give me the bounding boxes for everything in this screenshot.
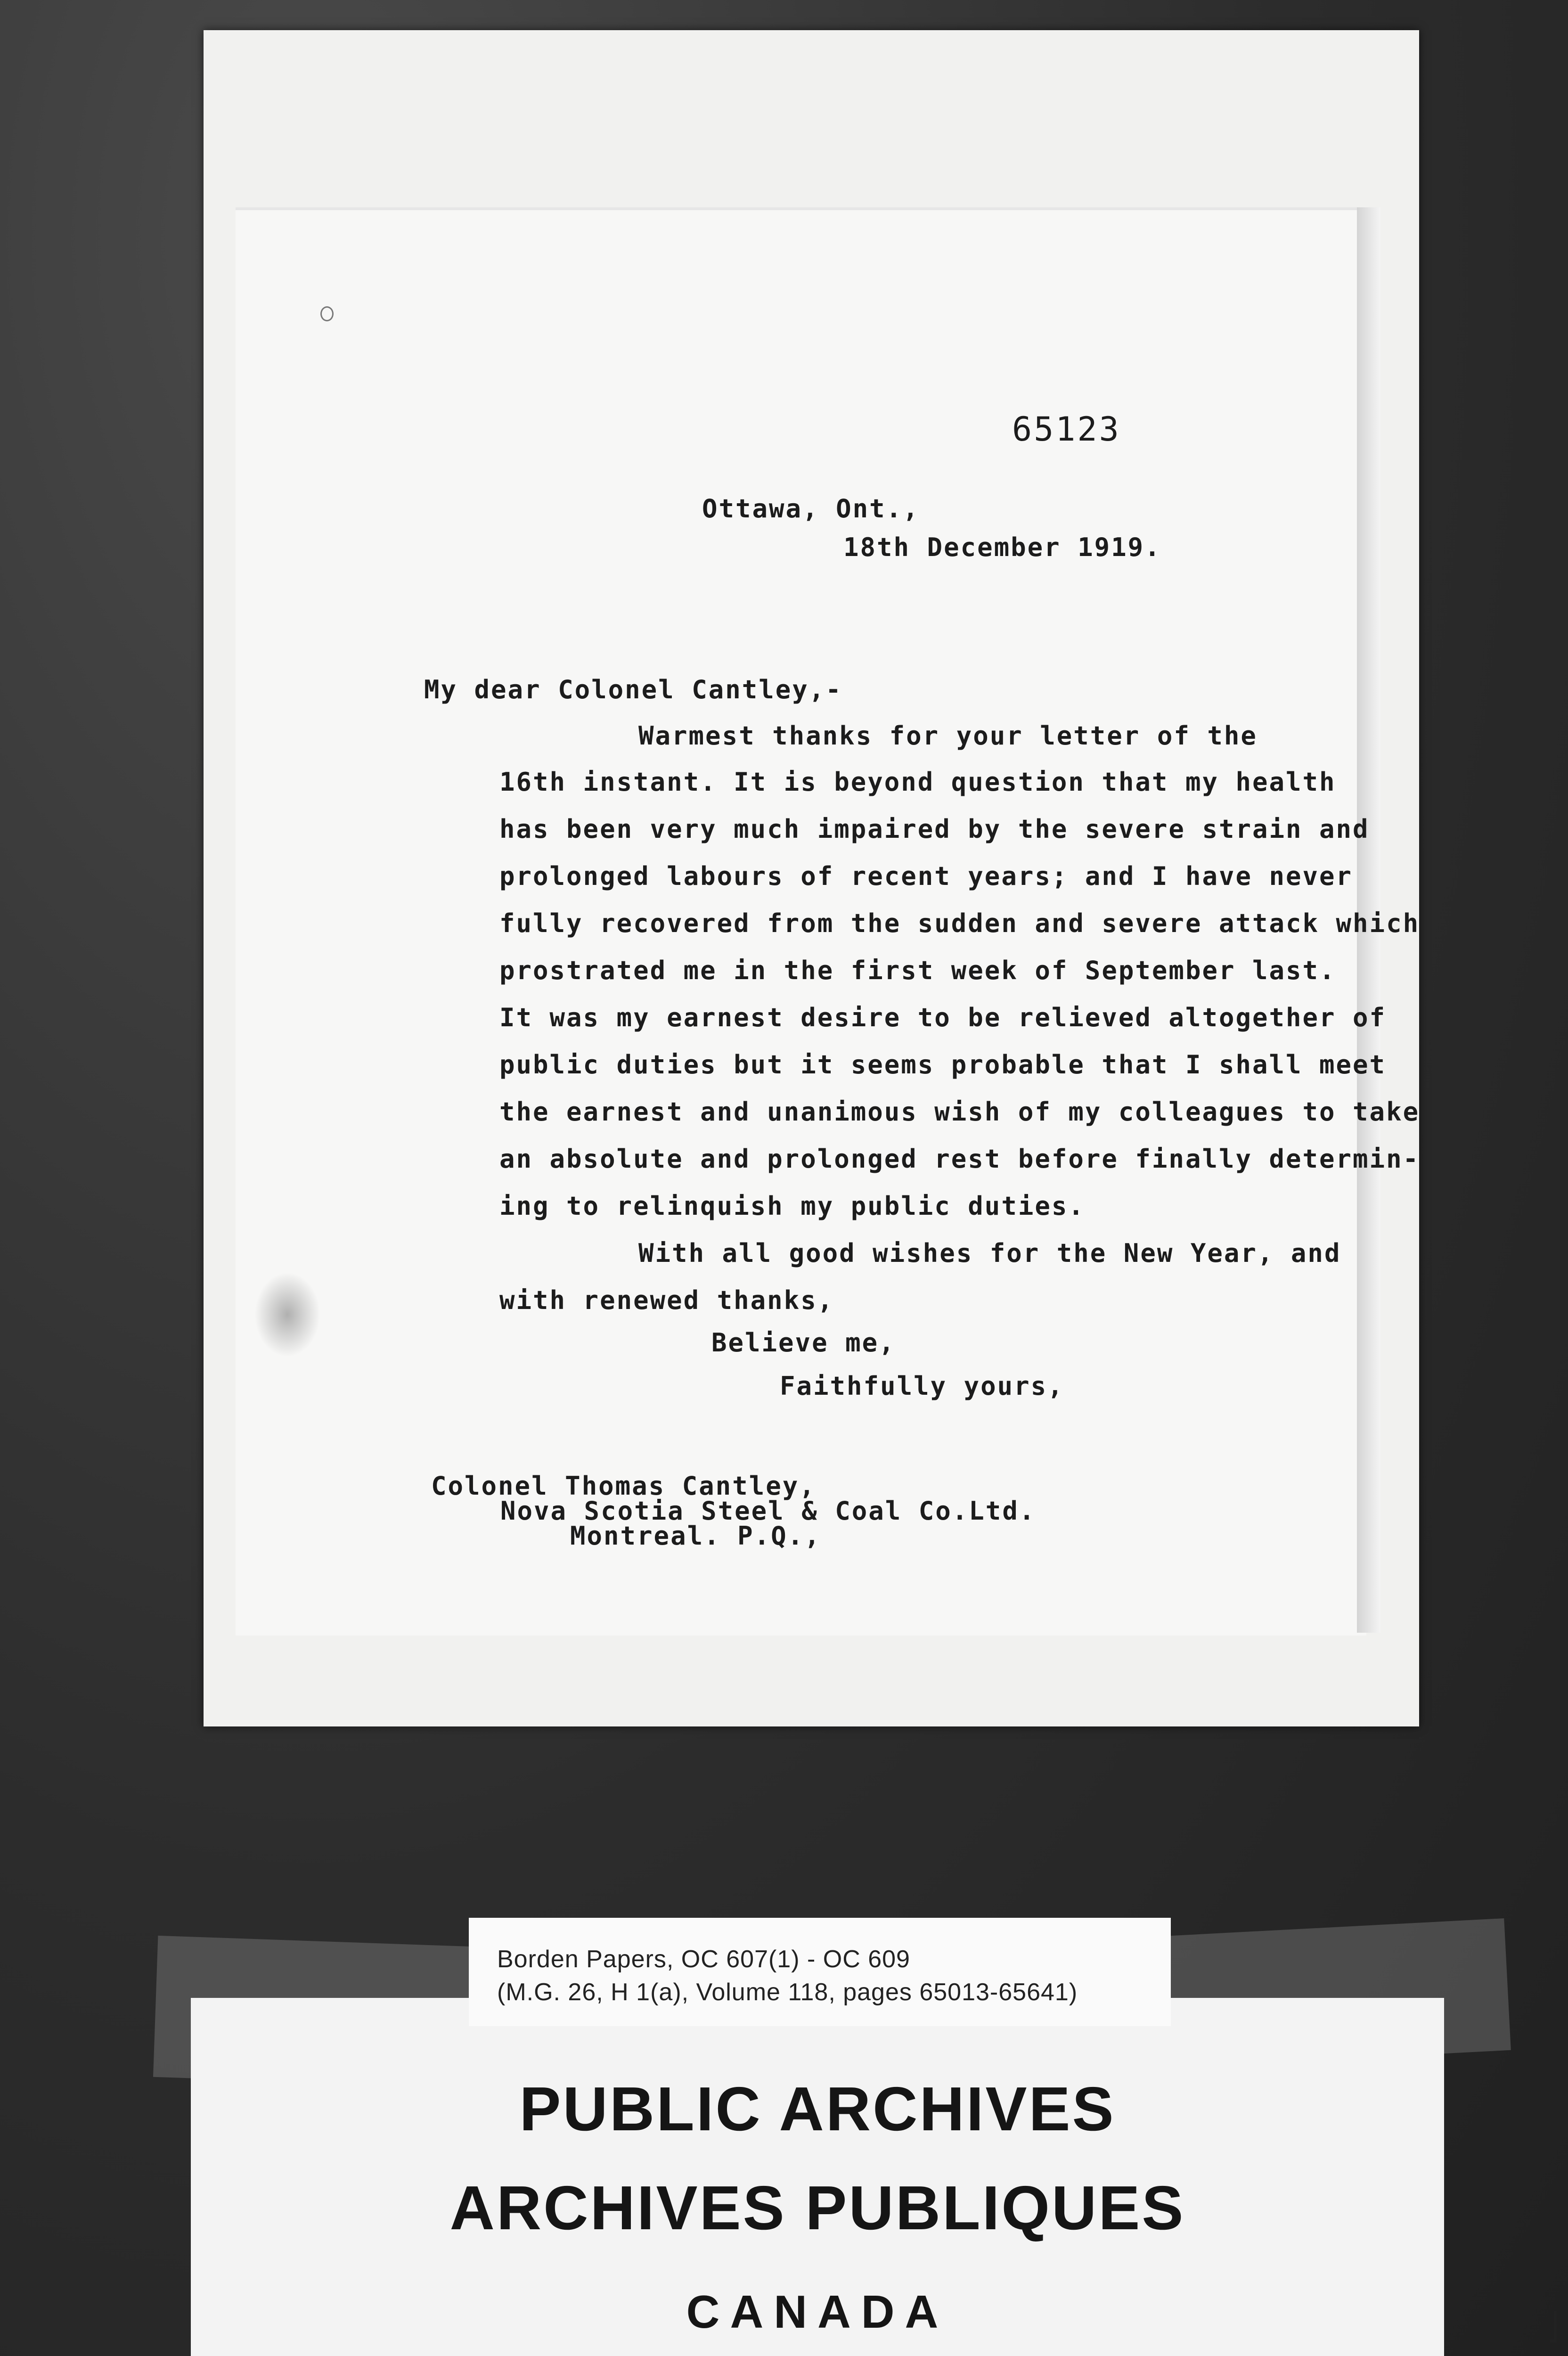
letter-date: 18th December 1919. [843, 532, 1161, 562]
body-line: with renewed thanks, [499, 1285, 834, 1315]
label-line: (M.G. 26, H 1(a), Volume 118, pages 65013-65641) [497, 1979, 1078, 2006]
body-line: ing to relinquish my public duties. [499, 1191, 1085, 1221]
body-line: 16th instant. It is beyond question that my health [499, 767, 1336, 797]
ink-smudge [254, 1272, 320, 1357]
closing-faithfully: Faithfully yours, [780, 1371, 1064, 1401]
closing-believe: Believe me, [711, 1328, 896, 1358]
salutation: My dear Colonel Cantley,- [424, 675, 842, 704]
body-line: It was my earnest desire to be relieved altogether of [499, 1003, 1387, 1032]
body-line: has been very much impaired by the severe strain and [499, 814, 1370, 844]
body-line: an absolute and prolonged rest before finally determin- [499, 1144, 1420, 1174]
punch-hole [320, 306, 334, 321]
page-number: 65123 [1012, 410, 1121, 449]
stamp-line: ARCHIVES PUBLIQUES [449, 2173, 1185, 2242]
label-line: Borden Papers, OC 607(1) - OC 609 [497, 1946, 910, 1973]
address-line: Nova Scotia Steel & Coal Co.Ltd. [500, 1496, 1036, 1526]
letter-place: Ottawa, Ont., [702, 494, 920, 524]
body-line: prostrated me in the first week of September last. [499, 956, 1336, 985]
stamp-line: PUBLIC ARCHIVES [519, 2074, 1116, 2143]
body-line: prolonged labours of recent years; and I have never [499, 861, 1353, 891]
address-line: Montreal. P.Q., [570, 1521, 821, 1551]
corner-mark [1550, 2311, 1557, 2342]
body-line: With all good wishes for the New Year, and [638, 1238, 1341, 1268]
reference-label [469, 1918, 1171, 2026]
body-line: fully recovered from the sudden and severe attack which [499, 908, 1420, 938]
address-line: Colonel Thomas Cantley, [431, 1471, 816, 1501]
body-line: public duties but it seems probable that I shall meet [499, 1050, 1387, 1080]
stamp-line: CANADA [686, 2286, 949, 2338]
body-line: Warmest thanks for your letter of the [638, 721, 1258, 751]
body-line: the earnest and unanimous wish of my colleagues to take [499, 1097, 1420, 1127]
